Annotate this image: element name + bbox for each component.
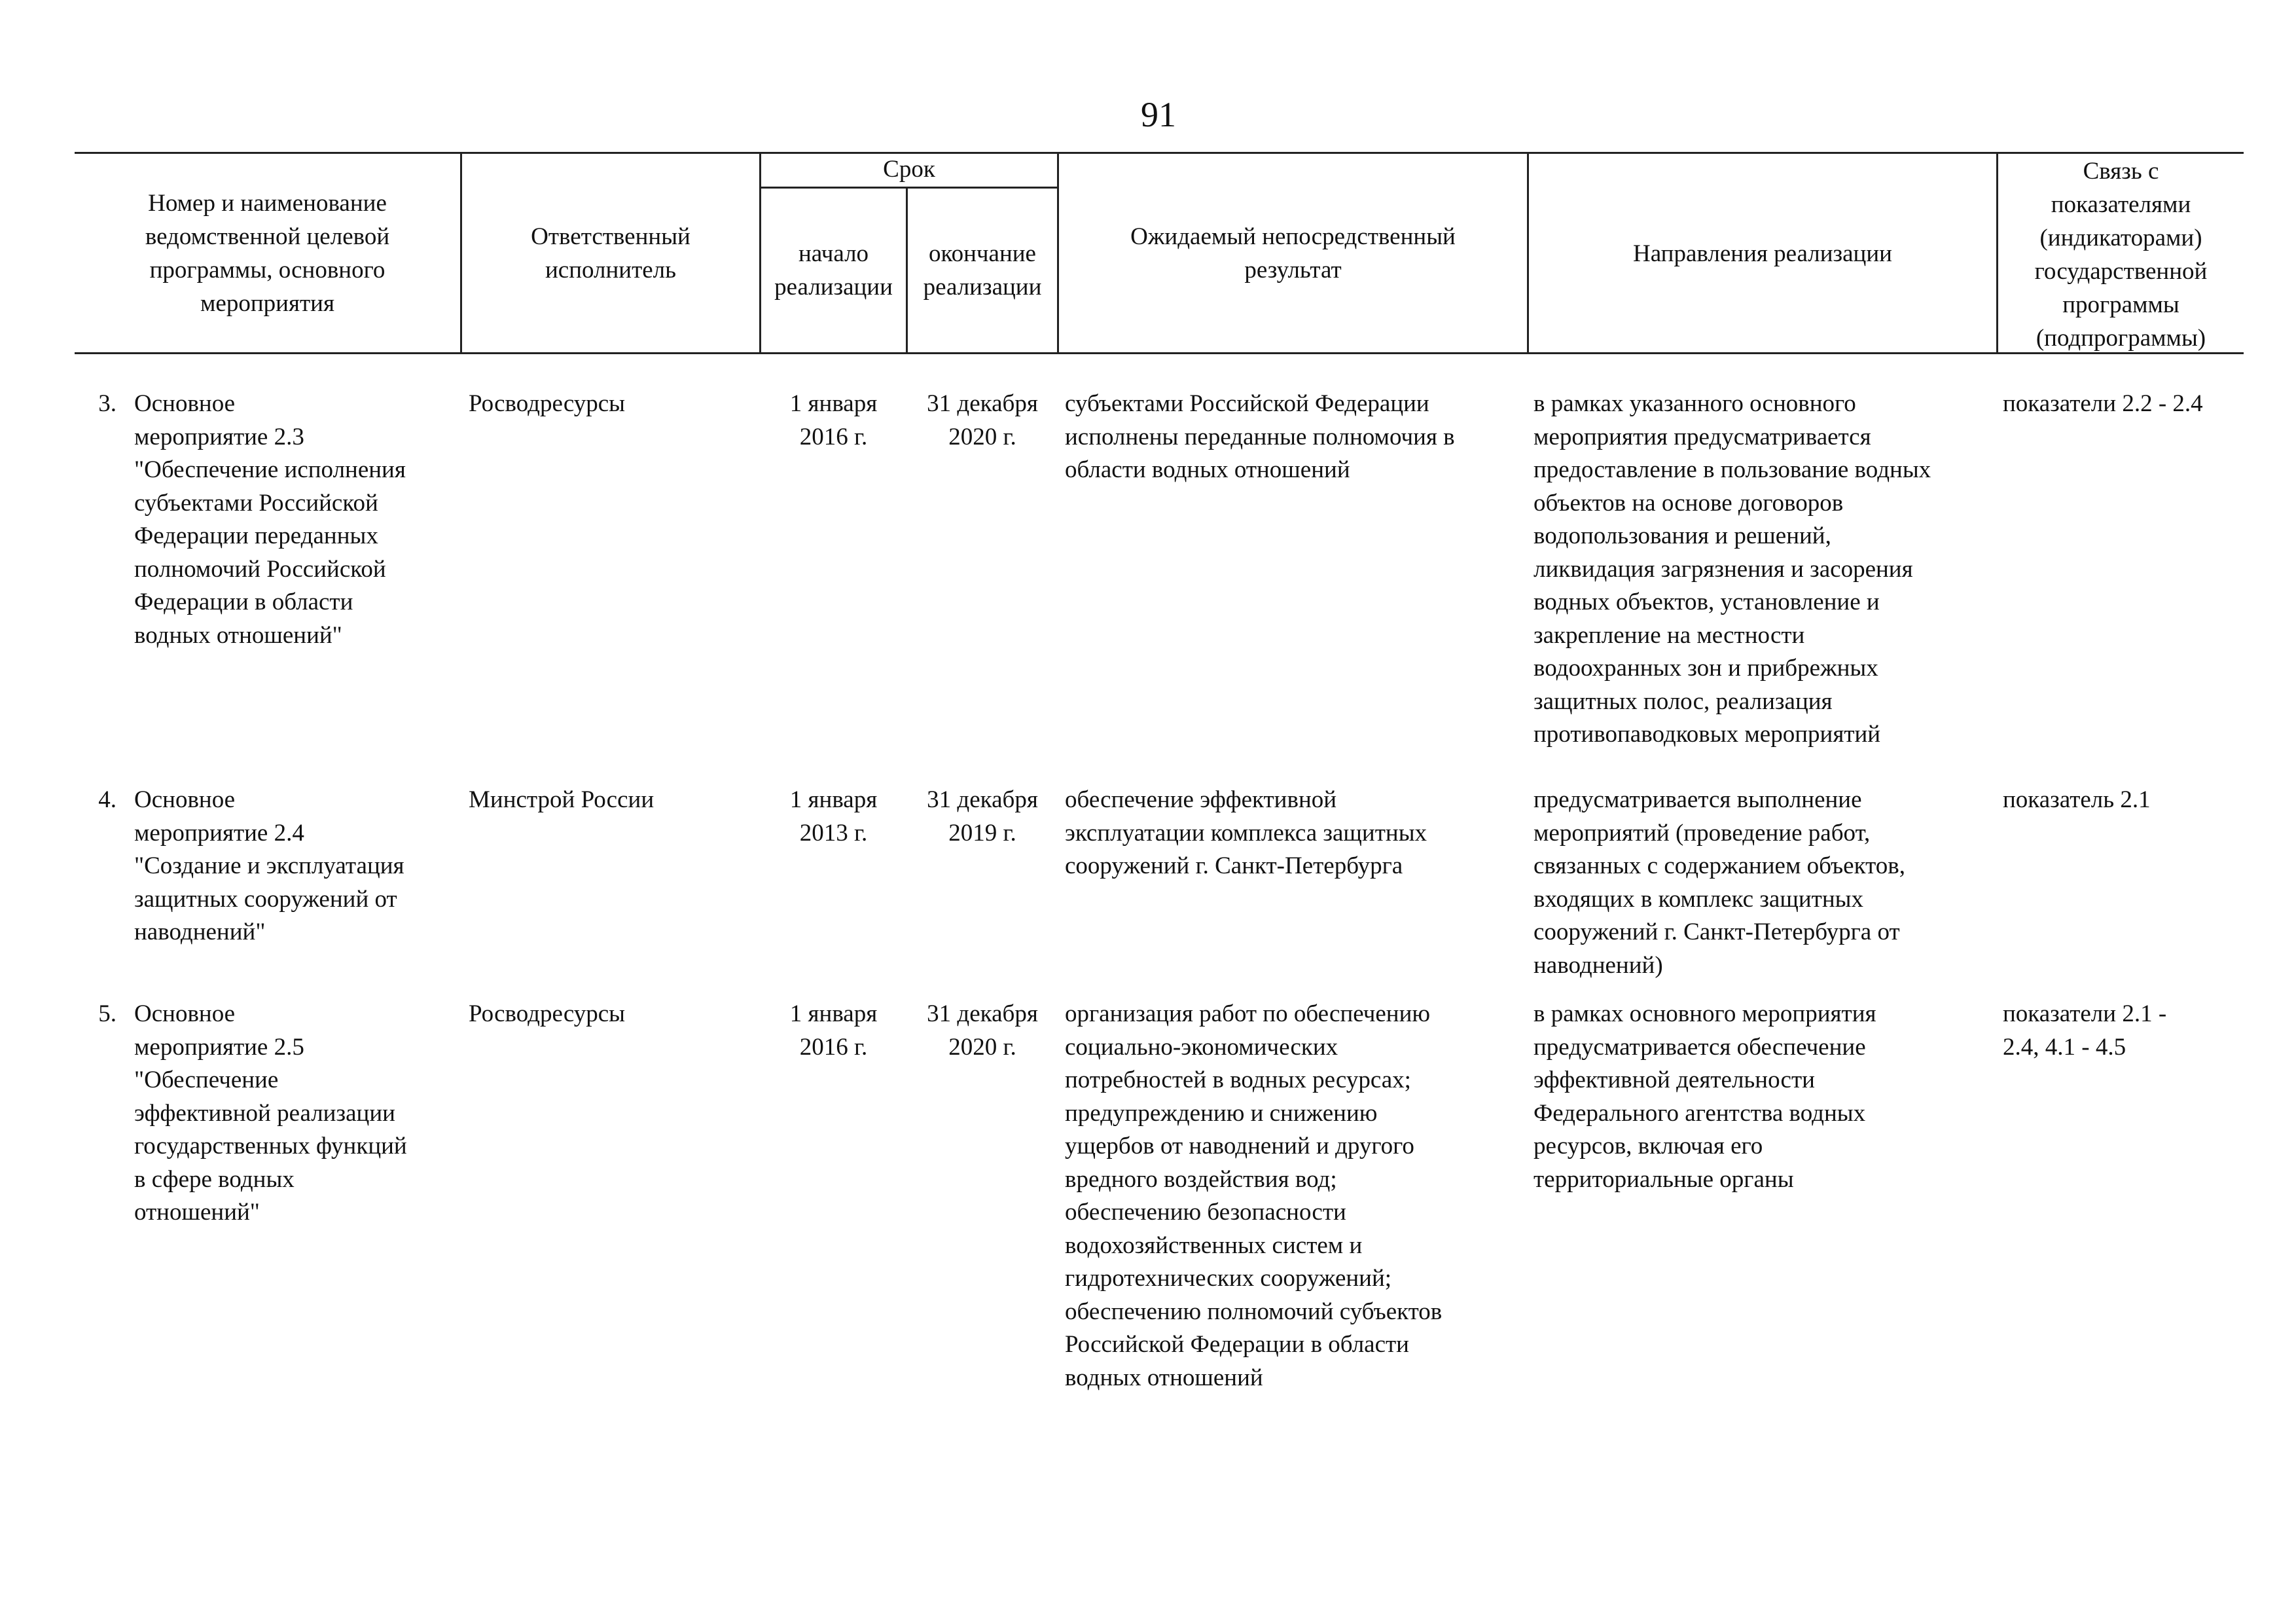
row-directions: в рамках основного мероприятия предусматривается обеспечение эффективной деятельности Федерального агентства водных ресурсов, включая его территориальные органы	[1534, 1000, 1876, 1193]
row-number: 4.	[98, 786, 117, 813]
header-top-rule	[75, 152, 2244, 154]
row-name: Основное мероприятие 2.5 "Обеспечение эффективной реализации государственных функций в сфере водных отношений"	[134, 1000, 407, 1226]
header-name: Номер и наименование ведомственной целевой программы, основного мероприятия	[145, 190, 390, 317]
header-directions: Направления реализации	[1633, 240, 1892, 267]
header-result: Ожидаемый непосредственный результат	[1130, 223, 1456, 283]
row-end: 31 декабря 2020 г.	[927, 1000, 1038, 1061]
row-start: 1 января 2016 г.	[789, 1000, 878, 1061]
row-end: 31 декабря 2019 г.	[927, 786, 1038, 847]
header-start: начало реализации	[774, 240, 893, 301]
row-executor: Минстрой России	[469, 786, 655, 813]
row-name: Основное мероприятие 2.3 "Обеспечение исполнения субъектами Российской Федерации переданных полномочий Российской Федерации в области водных отношений"	[134, 390, 406, 649]
row-executor: Росводресурсы	[469, 1000, 626, 1027]
row-directions: в рамках указанного основного мероприятия предусматривается предоставление в пользование водных объектов на основе договоров водопользования и решений, ликвидация загрязнения и засорения водных объектов, установление и закрепление на местности водоохранных зон и прибрежных защитных полос, реализация противопаводковых мероприятий	[1534, 390, 1931, 748]
header-term: Срок	[883, 156, 935, 183]
row-link: показатели 2.1 - 2.4, 4.1 - 4.5	[2003, 1000, 2167, 1061]
header-executor: Ответственный исполнитель	[531, 223, 691, 283]
row-end: 31 декабря 2020 г.	[927, 390, 1038, 450]
page-number: 91	[1141, 95, 1176, 134]
row-link: показатель 2.1	[2003, 786, 2151, 813]
term-divider-rule	[759, 187, 1057, 189]
header-link: Связь с показателями (индикаторами) государственной программы (подпрограммы)	[2034, 158, 2208, 352]
row-name: Основное мероприятие 2.4 "Создание и эксплуатация защитных сооружений от наводнений"	[134, 786, 404, 945]
row-result: организация работ по обеспечению социально-экономических потребностей в водных ресурсах; предупреждению и снижению ущербов от наводнений и другого вредного воздействия вод; обеспечению безопасности водохозяйственных систем и гидротехнических сооружений; обеспечению полномочий субъектов Российской Федерации в области водных отношений	[1065, 1000, 1443, 1391]
header-end: окончание реализации	[923, 240, 1042, 301]
row-directions: предусматривается выполнение мероприятий (проведение работ, связанных с содержанием объектов, входящих в комплекс защитных сооружений г. Санкт-Петербурга от наводнений)	[1534, 786, 1905, 979]
row-number: 3.	[98, 390, 117, 417]
row-start: 1 января 2016 г.	[789, 390, 878, 450]
row-link: показатели 2.2 - 2.4	[2003, 390, 2203, 417]
row-executor: Росводресурсы	[469, 390, 626, 417]
row-start: 1 января 2013 г.	[789, 786, 878, 847]
header-bottom-rule	[75, 352, 2244, 354]
row-result: субъектами Российской Федерации исполнены переданные полномочия в области водных отношений	[1065, 390, 1455, 483]
row-result: обеспечение эффективной эксплуатации комплекса защитных сооружений г. Санкт-Петербурга	[1065, 786, 1427, 879]
row-number: 5.	[98, 1000, 117, 1027]
